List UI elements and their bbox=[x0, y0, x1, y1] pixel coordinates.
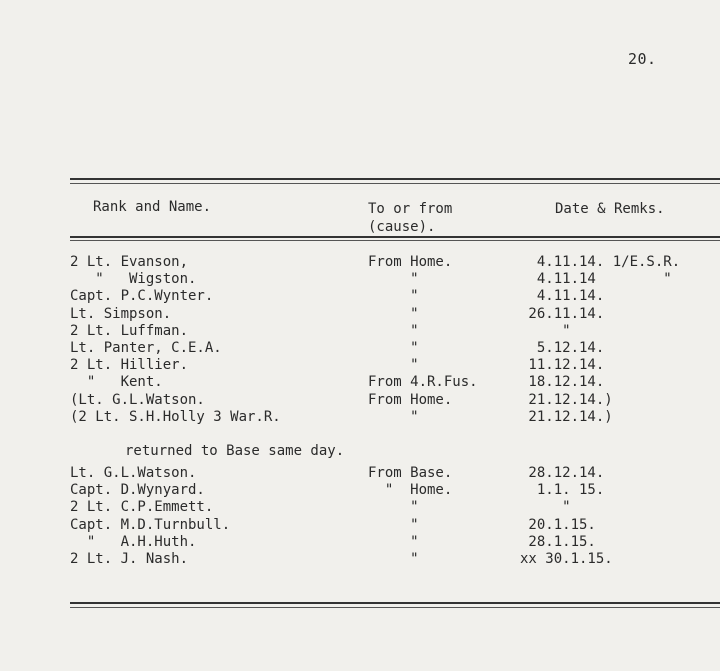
table-row bbox=[0, 409, 720, 426]
rank-name-cell: " Kent. bbox=[70, 374, 163, 391]
rank-name-cell: Capt. P.C.Wynter. bbox=[70, 288, 214, 305]
date-remarks-cell: 5.12.14. bbox=[520, 339, 605, 356]
cause-cell: From 4.R.Fus. bbox=[368, 374, 478, 391]
table-body bbox=[0, 254, 720, 568]
row-group-2 bbox=[0, 465, 720, 568]
rank-name-cell: " A.H.Huth. bbox=[70, 533, 197, 550]
cause-cell: " Home. bbox=[368, 482, 453, 499]
header-bottom-rule bbox=[70, 236, 720, 238]
cause-cell: " bbox=[368, 288, 419, 305]
rank-name-cell: (2 Lt. S.H.Holly 3 War.R. bbox=[70, 408, 281, 425]
group-spacer bbox=[0, 443, 720, 465]
header-rank-name: Rank and Name. bbox=[93, 199, 212, 215]
cause-cell: From Home. bbox=[368, 254, 453, 270]
table-row bbox=[0, 534, 720, 551]
rank-name-cell: 2 Lt. Hillier. bbox=[70, 357, 189, 374]
date-remarks-cell: 26.11.14. bbox=[520, 305, 605, 322]
table-row bbox=[0, 254, 720, 271]
date-remarks-cell: 4.11.14 " bbox=[520, 271, 672, 288]
cause-cell: " bbox=[368, 533, 419, 550]
table-row bbox=[0, 340, 720, 357]
date-remarks-cell: 11.12.14. bbox=[520, 357, 605, 374]
table-row bbox=[0, 288, 720, 305]
table-row bbox=[0, 499, 720, 516]
cause-cell: " bbox=[368, 339, 419, 356]
rank-name-cell: 2 Lt. J. Nash. bbox=[70, 551, 189, 567]
header-cause: To or from (cause). bbox=[368, 201, 453, 235]
rank-name-cell: " Wigston. bbox=[70, 271, 197, 288]
rank-name-cell: Lt. G.L.Watson. bbox=[70, 465, 197, 482]
date-remarks-cell: 28.12.14. bbox=[520, 465, 605, 482]
rank-name-cell: Lt. Panter, C.E.A. bbox=[70, 339, 222, 356]
date-remarks-cell: 4.11.14. 1/E.S.R. bbox=[520, 254, 681, 270]
header-bottom-rule-thin bbox=[70, 240, 720, 241]
date-remarks-cell: 21.12.14.) bbox=[520, 408, 613, 425]
date-remarks-cell: 28.1.15. bbox=[520, 533, 596, 550]
date-remarks-cell: 4.11.14. bbox=[520, 288, 605, 305]
rank-name-cell: Capt. D.Wynyard. bbox=[70, 482, 205, 499]
table-row bbox=[0, 465, 720, 482]
cause-cell: " bbox=[368, 305, 419, 322]
date-remarks-cell: " bbox=[520, 499, 571, 516]
cause-cell: " bbox=[368, 322, 419, 339]
table-row bbox=[0, 271, 720, 288]
note-text: returned to Base same day. bbox=[125, 442, 345, 459]
table-row bbox=[0, 374, 720, 391]
cause-cell: From Home. bbox=[368, 391, 453, 408]
header-date: Date & Remks. bbox=[555, 201, 665, 217]
rank-name-cell: 2 Lt. Luffman. bbox=[70, 322, 189, 339]
table-row bbox=[0, 517, 720, 534]
note-row bbox=[0, 426, 720, 459]
rank-name-cell: 2 Lt. Evanson, bbox=[70, 254, 189, 270]
table-top-rule-thin bbox=[70, 183, 720, 184]
row-group-1 bbox=[0, 254, 720, 426]
cause-cell: " bbox=[368, 551, 419, 567]
table-row bbox=[0, 357, 720, 374]
cause-cell: " bbox=[368, 357, 419, 374]
rank-name-cell: 2 Lt. C.P.Emmett. bbox=[70, 499, 214, 516]
rank-name-cell: (Lt. G.L.Watson. bbox=[70, 391, 205, 408]
table-row bbox=[0, 323, 720, 340]
date-remarks-cell: 21.12.14.) bbox=[520, 391, 613, 408]
table-top-rule bbox=[70, 178, 720, 180]
table-bottom-rule bbox=[70, 602, 720, 604]
date-remarks-cell: " bbox=[520, 322, 571, 339]
table-row bbox=[0, 482, 720, 499]
cause-cell: " bbox=[368, 499, 419, 516]
date-remarks-cell: 20.1.15. bbox=[520, 516, 596, 533]
page-number: 20. bbox=[628, 50, 657, 68]
cause-cell: " bbox=[368, 408, 419, 425]
rank-name-cell: Lt. Simpson. bbox=[70, 305, 172, 322]
cause-cell: From Base. bbox=[368, 465, 453, 482]
table-bottom-rule-thin bbox=[70, 607, 720, 608]
date-remarks-cell: 18.12.14. bbox=[520, 374, 605, 391]
cause-cell: " bbox=[368, 516, 419, 533]
cause-cell: " bbox=[368, 271, 419, 288]
date-remarks-cell: 1.1. 15. bbox=[520, 482, 605, 499]
rank-name-cell: Capt. M.D.Turnbull. bbox=[70, 516, 231, 533]
table-row bbox=[0, 392, 720, 409]
table-row bbox=[0, 551, 720, 568]
date-remarks-cell: xx 30.1.15. bbox=[520, 551, 613, 567]
table-row bbox=[0, 306, 720, 323]
